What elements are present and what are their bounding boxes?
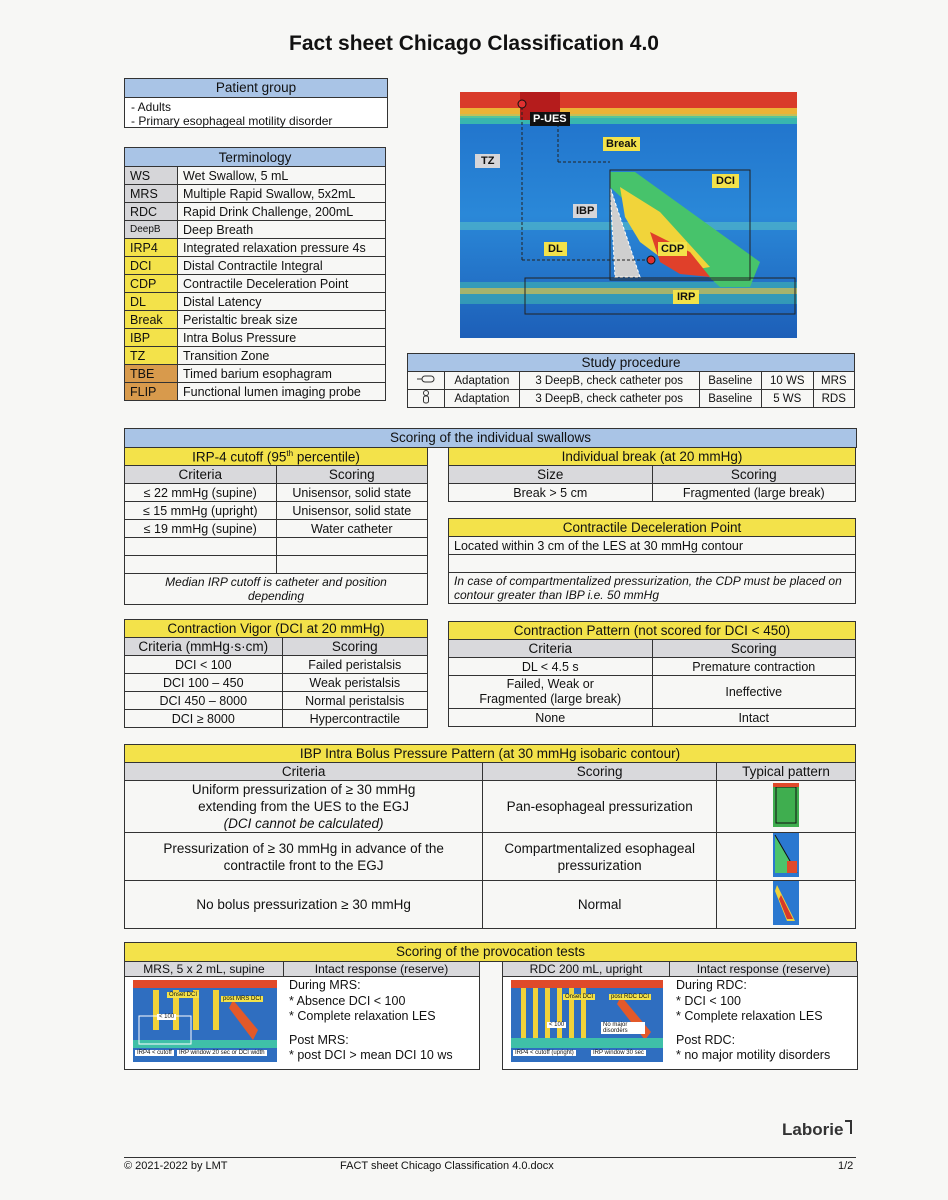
irp-header: IRP-4 cutoff (95th percentile) [125,448,428,466]
term-desc: Multiple Rapid Swallow, 5x2mL [178,185,386,203]
vigor-table [124,619,428,728]
irp-scoring: Unisensor, solid state [276,502,428,520]
terminology-row [125,203,386,221]
term-abbr: DCI [125,257,178,275]
term-desc: Wet Swallow, 5 mL [178,167,386,185]
irp-scoring: Water catheter [276,520,428,538]
term-desc: Deep Breath [178,221,386,239]
pattern-header: Contraction Pattern (not scored for DCI < 450) [449,622,856,640]
mrs-window-label: IRP window 20 sec or DCI width [179,1050,265,1056]
cdp-line: Located within 3 cm of the LES at 30 mmHg contour [449,537,856,555]
ibp-pattern-thumb [717,833,856,881]
terminology-row [125,221,386,239]
study-header: Study procedure [408,354,855,372]
term-desc: Timed barium esophagram [178,365,386,383]
mrs-title: MRS, 5 x 2 mL, supine [125,962,284,977]
vigor-scoring: Normal peristalsis [282,692,427,710]
irp-criteria: ≤ 22 mmHg (supine) [125,484,277,502]
rdc-line: * DCI < 100 [676,993,741,1008]
mrs-post-label: post MRS DCI [223,996,262,1002]
pattern-col-scoring: Scoring [652,640,856,658]
vigor-criteria: DCI 100 – 450 [125,674,283,692]
terminology-row [125,293,386,311]
pattern-scoring: Ineffective [652,676,856,709]
patient-group-header: Patient group [125,79,387,98]
term-abbr: DL [125,293,178,311]
vigor-criteria: DCI 450 – 8000 [125,692,283,710]
pattern-scoring: Intact [652,709,856,727]
break-row [449,484,856,502]
term-desc: Transition Zone [178,347,386,365]
term-abbr: FLIP [125,383,178,401]
pattern-col-criteria: Criteria [449,640,653,658]
term-abbr: IBP [125,329,178,347]
pressure-topography-plot [460,92,797,338]
footer-filename: FACT sheet Chicago Classification 4.0.docx [340,1160,554,1172]
scoring-header: Scoring of the individual swallows [124,428,857,448]
study-cell: Adaptation [445,390,520,408]
ibp-scoring: Normal [483,881,717,929]
term-desc: Functional lumen imaging probe [178,383,386,401]
label-ibp: IBP [573,204,597,218]
label-pues: P-UES [530,112,570,126]
mrs-panel [124,961,480,1070]
study-cell: Adaptation [445,372,520,390]
term-abbr: Break [125,311,178,329]
ibp-criteria: Pressurization of ≥ 30 mmHg in advance of the contractile front to the EGJ [125,833,483,881]
break-scoring: Fragmented (large break) [652,484,856,502]
pattern-criteria: DL < 4.5 s [449,658,653,676]
irp-col-scoring: Scoring [276,466,428,484]
rdc-post-label: post RDC DCI [611,994,650,1000]
ibp-scoring: Pan-esophageal pressurization [483,781,717,833]
pattern-row [449,676,856,709]
rdc-line: During RDC: [676,978,747,992]
irp-row [125,502,428,520]
study-cell: RDS [813,390,854,408]
pressure-topography-svg [460,92,797,338]
terminology-row [125,365,386,383]
irp-row [125,556,428,574]
terminology-row [125,311,386,329]
label-dl: DL [544,242,567,256]
terminology-row [125,257,386,275]
vigor-col-scoring: Scoring [282,638,427,656]
irp-cutoff-table [124,447,428,605]
vigor-scoring: Hypercontractile [282,710,427,728]
vigor-col-criteria: Criteria (mmHg·s·cm) [125,638,283,656]
term-abbr: MRS [125,185,178,203]
term-abbr: TBE [125,365,178,383]
mrs-response-title: Intact response (reserve) [284,962,479,977]
rdc-line: * no major motility disorders [676,1048,831,1062]
rdc-onset-label: Onset DCI [565,994,594,1000]
label-cdp: CDP [658,242,687,256]
patient-group-line: - Primary esophageal motility disorder [131,114,333,128]
mrs-thumbnail [133,980,277,1062]
mrs-irp-label: IRP4 < cutoff [137,1050,172,1056]
terminology-row [125,383,386,401]
label-tz: TZ [475,154,500,168]
break-table [448,447,856,502]
term-desc: Distal Latency [178,293,386,311]
vigor-scoring: Failed peristalsis [282,656,427,674]
rdc-response-title: Intact response (reserve) [670,962,857,977]
laborie-logo: Laborie [782,1120,852,1140]
ibp-criteria: Uniform pressurization of ≥ 30 mmHg extending from the UES to the EGJ (DCI cannot be calculated) [125,781,483,833]
terminology-row [125,167,386,185]
term-abbr: WS [125,167,178,185]
pattern-row [449,709,856,727]
provocation-header: Scoring of the provocation tests [124,942,857,962]
footer-page-number: 1/2 [838,1160,854,1172]
ibp-scoring: Compartmentalized esophageal pressurization [483,833,717,881]
rdc-line: Post RDC: [676,1032,736,1047]
vigor-criteria: DCI ≥ 8000 [125,710,283,728]
term-desc: Intra Bolus Pressure [178,329,386,347]
vigor-header: Contraction Vigor (DCI at 20 mmHg) [125,620,428,638]
irp-criteria: ≤ 15 mmHg (upright) [125,502,277,520]
terminology-row [125,347,386,365]
study-cell: MRS [813,372,854,390]
cdp-table [448,518,856,604]
cdp-header: Contractile Deceleration Point [449,519,856,537]
break-col-size: Size [449,466,653,484]
irp-row [125,538,428,556]
study-cell: 3 DeepB, check catheter pos [519,372,699,390]
study-cell: 3 DeepB, check catheter pos [519,390,699,408]
vigor-row [125,674,428,692]
study-procedure-table [407,353,855,408]
terminology-header: Terminology [125,148,386,167]
break-header: Individual break (at 20 mmHg) [449,448,856,466]
pattern-row [449,658,856,676]
mrs-lt100-label: < 100 [159,1014,175,1020]
mrs-line: * Absence DCI < 100 [289,993,406,1008]
ibp-row [125,781,856,833]
term-desc: Peristaltic break size [178,311,386,329]
terminology-row [125,185,386,203]
mrs-onset-label: Onset DCI [169,992,198,998]
rdc-window-label: IRP window 30 sec [593,1050,644,1056]
term-desc: Integrated relaxation pressure 4s [178,239,386,257]
term-desc: Contractile Deceleration Point [178,275,386,293]
vigor-criteria: DCI < 100 [125,656,283,674]
vigor-scoring: Weak peristalsis [282,674,427,692]
ibp-table [124,744,856,929]
terminology-table [124,147,386,401]
break-col-scoring: Scoring [652,466,856,484]
irp-note: Median IRP cutoff is catheter and position depending [125,574,428,605]
terminology-row [125,275,386,293]
ibp-col-scoring: Scoring [483,763,717,781]
pattern-criteria: None [449,709,653,727]
term-desc: Distal Contractile Integral [178,257,386,275]
irp-scoring: Unisensor, solid state [276,484,428,502]
person-icon [408,390,445,408]
term-abbr: TZ [125,347,178,365]
cdp-note: In case of compartmentalized pressurization, the CDP must be placed on contour greater than IBP i.e. 50 mmHg [449,573,856,604]
ibp-header: IBP Intra Bolus Pressure Pattern (at 30 mmHg isobaric contour) [125,745,856,763]
mrs-line: * Complete relaxation LES [289,1009,436,1023]
label-break: Break [603,137,640,151]
ibp-col-criteria: Criteria [125,763,483,781]
patient-group-line: - Adults [131,100,172,114]
study-cell: Baseline [699,372,761,390]
pattern-table [448,621,856,727]
ibp-col-pattern: Typical pattern [717,763,856,781]
rdc-thumbnail [511,980,663,1062]
terminology-row [125,329,386,347]
catheter-icon [408,372,445,390]
term-abbr: CDP [125,275,178,293]
patient-group-box [124,78,388,128]
rdc-panel [502,961,858,1070]
vigor-row [125,710,428,728]
ibp-pattern-thumb [717,881,856,929]
ibp-row [125,833,856,881]
rdc-irp-label: IRP4 < cutoff (upright) [515,1050,574,1056]
term-abbr: DeepB [125,221,178,239]
irp-row [125,484,428,502]
term-abbr: RDC [125,203,178,221]
break-size: Break > 5 cm [449,484,653,502]
mrs-line: Post MRS: [289,1032,349,1047]
study-row [408,372,855,390]
irp-col-criteria: Criteria [125,466,277,484]
page-title: Fact sheet Chicago Classification 4.0 [289,32,659,55]
study-row [408,390,855,408]
study-cell: Baseline [699,390,761,408]
ibp-criteria: No bolus pressurization ≥ 30 mmHg [125,881,483,929]
label-dci: DCI [712,174,739,188]
mrs-line: * post DCI > mean DCI 10 ws [289,1048,453,1062]
ibp-row [125,881,856,929]
irp-criteria: ≤ 19 mmHg (supine) [125,520,277,538]
term-desc: Rapid Drink Challenge, 200mL [178,203,386,221]
vigor-row [125,692,428,710]
rdc-line: * Complete relaxation LES [676,1009,823,1023]
ibp-pattern-thumb [717,781,856,833]
pattern-criteria: Failed, Weak or Fragmented (large break) [449,676,653,709]
footer-copyright: © 2021-2022 by LMT [124,1160,228,1172]
mrs-line: During MRS: [289,978,361,992]
vigor-row [125,656,428,674]
pattern-scoring: Premature contraction [652,658,856,676]
irp-row [125,520,428,538]
rdc-major-label: No major disorders [601,1022,645,1034]
terminology-row [125,239,386,257]
label-irp: IRP [673,290,699,304]
rdc-title: RDC 200 mL, upright [503,962,670,977]
footer-divider [124,1157,856,1158]
study-cell: 5 WS [761,390,813,408]
rdc-lt100-label: < 100 [549,1022,565,1028]
study-cell: 10 WS [761,372,813,390]
term-abbr: IRP4 [125,239,178,257]
